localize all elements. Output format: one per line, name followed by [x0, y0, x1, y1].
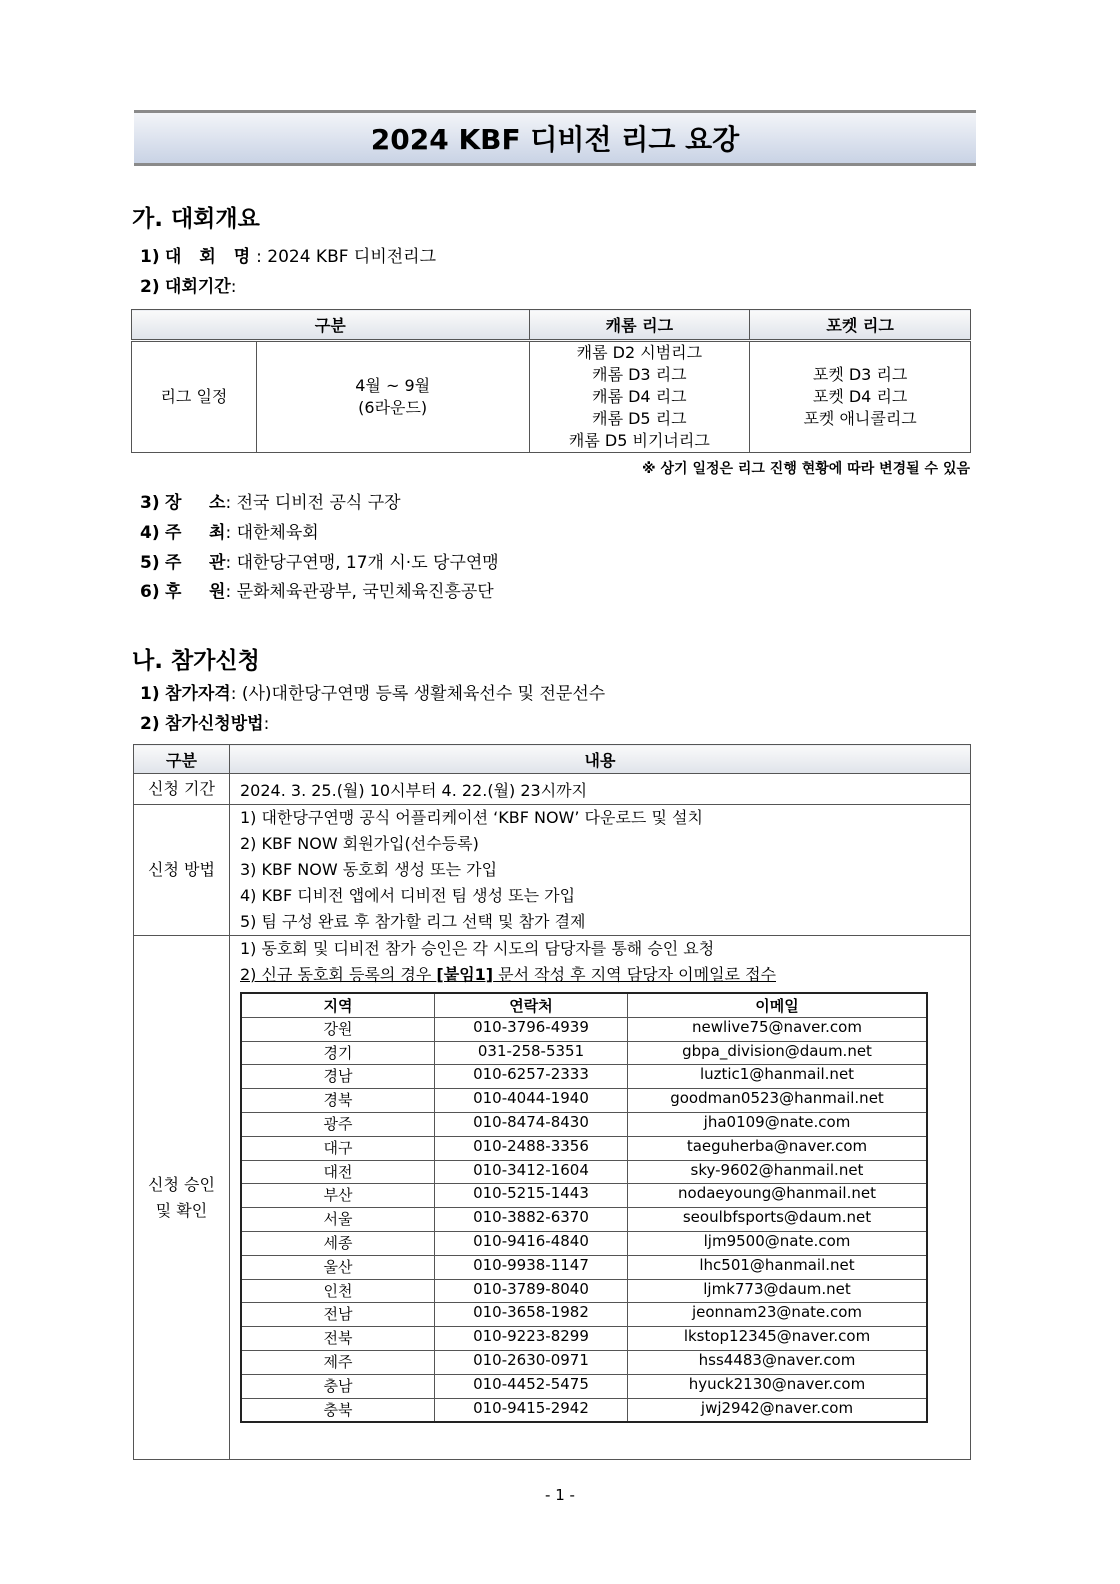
- carom-league: 캐롬 D3 리그: [592, 365, 687, 384]
- method-step: 2) KBF NOW 회원가입(선수등록): [240, 834, 479, 853]
- pocket-league: 포켓 D4 리그: [812, 387, 908, 406]
- contacts-header-phone: 연락처: [435, 993, 628, 1017]
- carom-league: 캐롬 D5 리그: [592, 409, 687, 428]
- method-step: 1) 대한당구연맹 공식 어플리케이션 ‘KBF NOW’ 다운로드 및 설치: [240, 808, 703, 827]
- schedule-header-category: 구분: [132, 310, 530, 341]
- table-row: 경북 010-4044-1940 goodman0523@hanmail.net: [241, 1089, 927, 1113]
- section-heading-overview: 가. 대회개요: [132, 206, 260, 232]
- carom-league: 캐롬 D5 비기너리그: [568, 431, 710, 450]
- table-row: 경남 010-6257-2333 luztic1@hanmail.net: [241, 1065, 927, 1089]
- schedule-rounds: (6라운드): [358, 398, 428, 417]
- table-row: 인천 010-3789-8040 ljmk773@daum.net: [241, 1279, 927, 1303]
- schedule-row-label: 리그 일정: [132, 341, 257, 453]
- table-row: 전남 010-3658-1982 jeonnam23@nate.com: [241, 1303, 927, 1327]
- apply-approval-content: [230, 936, 971, 1460]
- table-row: 대구 010-2488-3356 taeguherba@naver.com: [241, 1136, 927, 1160]
- table-row: 대전 010-3412-1604 sky-9602@hanmail.net: [241, 1160, 927, 1184]
- carom-leagues-cell: [529, 341, 750, 453]
- apply-period-value: 2024. 3. 25.(월) 10시부터 4. 22.(월) 23시까지: [230, 774, 971, 805]
- contacts-table: [240, 992, 928, 1423]
- apply-header-category: 구분: [134, 745, 230, 774]
- contacts-header-email: 이메일: [628, 993, 928, 1017]
- apply-approval-label: 신청 승인 및 확인: [134, 936, 230, 1460]
- item-organizer: 5) 주 관: 대한당구연맹, 17개 시·도 당구연맹: [140, 553, 499, 573]
- schedule-period-cell: [256, 341, 529, 453]
- section-heading-application: 나. 참가신청: [132, 648, 260, 674]
- document-title: 2024 KBF 디비전 리그 요강: [370, 123, 740, 156]
- item-event-name: 1) 대 회 명: 2024 KBF 디비전리그: [140, 247, 437, 267]
- apply-method-label: 신청 방법: [134, 805, 230, 936]
- apply-method-lines: [230, 805, 971, 936]
- table-row: 충북 010-9415-2942 jwj2942@naver.com: [241, 1398, 927, 1422]
- table-row: 충남 010-4452-5475 hyuck2130@naver.com: [241, 1374, 927, 1398]
- schedule-table: [131, 309, 971, 453]
- carom-league: 캐롬 D2 시범리그: [576, 343, 703, 362]
- pocket-league: 포켓 애니콜리그: [803, 409, 917, 428]
- item-host: 4) 주 최: 대한체육회: [140, 523, 319, 543]
- pocket-leagues-cell: [750, 341, 971, 453]
- table-row: 세종 010-9416-4840 ljm9500@nate.com: [241, 1231, 927, 1255]
- item-event-period: 2) 대회기간:: [140, 277, 237, 297]
- item-venue: 3) 장 소: 전국 디비전 공식 구장: [140, 493, 401, 513]
- table-row: 전북 010-9223-8299 lkstop12345@naver.com: [241, 1327, 927, 1351]
- table-row: 제주 010-2630-0971 hss4483@naver.com: [241, 1350, 927, 1374]
- application-table: [133, 744, 971, 1460]
- approval-line-2: 2) 신규 동호회 등록의 경우 [붙임1] 문서 작성 후 지역 담당자 이메일로 접수: [240, 965, 776, 984]
- schedule-note: ※ 상기 일정은 리그 진행 현황에 따라 변경될 수 있음: [642, 461, 970, 477]
- schedule-header-pocket: 포켓 리그: [750, 310, 971, 341]
- item-application-method: 2) 참가신청방법:: [140, 714, 270, 734]
- table-row: 강원 010-3796-4939 newlive75@naver.com: [241, 1017, 927, 1041]
- apply-header-content: 내용: [230, 745, 971, 774]
- page-number: - 1 -: [545, 1486, 575, 1504]
- title-banner: [134, 110, 976, 166]
- method-step: 4) KBF 디비전 앱에서 디비전 팀 생성 또는 가입: [240, 886, 576, 905]
- table-row: 부산 010-5215-1443 nodaeyoung@hanmail.net: [241, 1184, 927, 1208]
- schedule-header-carom: 캐롬 리그: [529, 310, 750, 341]
- carom-league: 캐롬 D4 리그: [592, 387, 687, 406]
- apply-period-label: 신청 기간: [134, 774, 230, 805]
- contacts-header-region: 지역: [241, 993, 435, 1017]
- pocket-league: 포켓 D3 리그: [812, 365, 908, 384]
- table-row: 광주 010-8474-8430 jha0109@nate.com: [241, 1112, 927, 1136]
- method-step: 3) KBF NOW 동호회 생성 또는 가입: [240, 860, 498, 879]
- approval-line-1: 1) 동호회 및 디비전 참가 승인은 각 시도의 담당자를 통해 승인 요청: [240, 939, 715, 958]
- method-step: 5) 팀 구성 완료 후 참가할 리그 선택 및 참가 결제: [240, 912, 586, 931]
- item-eligibility: 1) 참가자격: (사)대한당구연맹 등록 생활체육선수 및 전문선수: [140, 684, 606, 704]
- item-sponsor: 6) 후 원: 문화체육관광부, 국민체육진흥공단: [140, 582, 494, 602]
- schedule-period: 4월 ~ 9월: [355, 376, 431, 395]
- table-row: 울산 010-9938-1147 lhc501@hanmail.net: [241, 1255, 927, 1279]
- table-row: 서울 010-3882-6370 seoulbfsports@daum.net: [241, 1208, 927, 1232]
- table-row: 경기 031-258-5351 gbpa_division@daum.net: [241, 1041, 927, 1065]
